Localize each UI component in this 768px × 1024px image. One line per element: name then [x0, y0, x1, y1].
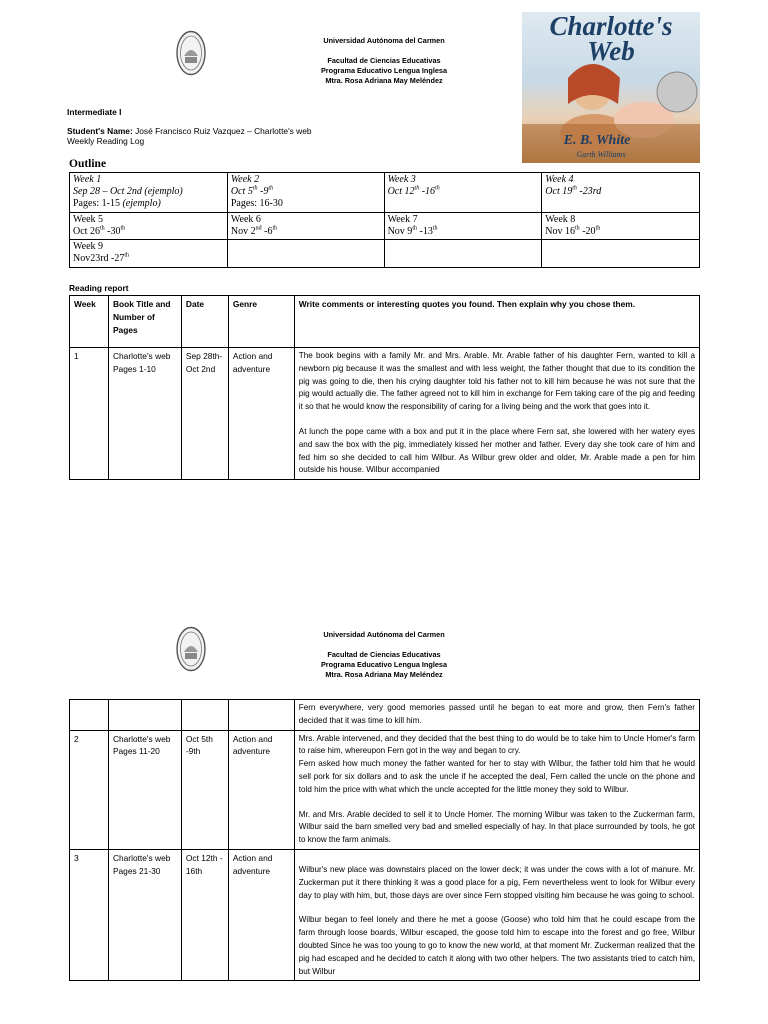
report-header-row	[70, 296, 700, 348]
outline-cell-empty	[384, 240, 542, 268]
row-date: Oct 12th - 16th	[181, 849, 228, 980]
reading-report-table	[69, 295, 700, 480]
col-genre-header: Genre	[228, 296, 294, 348]
faculty-name: Facultad de Ciencias Educativas	[327, 56, 441, 65]
university-seal-icon	[176, 30, 206, 76]
institution-header-page2: Universidad Autónoma del Carmen Facultad de Ciencias Educativas Programa Educativo Lengua Inglesa Mtra. Rosa Adriana May Meléndez	[320, 630, 448, 679]
table-row	[70, 348, 700, 480]
reading-report-table-continued	[69, 699, 700, 981]
outline-cell-week3: Week 3 Oct 12th -16th	[384, 173, 542, 213]
outline-cell-week9: Week 9 Nov23rd -27th	[70, 240, 228, 268]
row-genre: Action and adventure	[228, 849, 294, 980]
outline-cell-week4: Week 4 Oct 19th -23rd	[542, 173, 700, 213]
student-name: José Francisco Ruiz Vazquez – Charlotte's web	[135, 126, 312, 136]
university-seal-icon	[176, 626, 206, 672]
row-genre: Action and adventure	[228, 348, 294, 480]
outline-cell-week8: Week 8 Nov 16th -20th	[542, 213, 700, 240]
outline-cell-week1: Week 1 Sep 28 – Oct 2nd (ejemplo) Pages: 1-15 (ejemplo)	[70, 173, 228, 213]
program-name: Programa Educativo Lengua Inglesa	[320, 66, 448, 75]
table-row	[70, 730, 700, 849]
col-date-header: Date	[181, 296, 228, 348]
university-name: Universidad Autónoma del Carmen	[323, 36, 445, 45]
outline-row	[70, 173, 700, 213]
row-book: Charlotte's web Pages 1-10	[108, 348, 181, 480]
cover-illustrator: Garth Williams	[576, 150, 626, 159]
row-comments-continued: Fern everywhere, very good memories passed until he began to eat more and grow, then Fern's father decided that it was time to kill him.	[294, 700, 699, 731]
outline-table	[69, 172, 700, 268]
log-title: Weekly Reading Log	[67, 136, 145, 146]
row-comments: Wilbur's new place was downstairs placed on the lower deck; it was under the cows with a lot of manure. Mr. Zuckerman put it there thinking it was a good place for a pig, Fern nevertheless went to look for Wilbur every day to play with him, but, those days are over since Fern stopped visiting him because he was going to school. Wilbur began to feel lonely and there he met a goose (Goose) who told him that he could escape from the farm through loose boards, Wilbur escaped, the goose told him to escape into the forest and go free, Wilbur doubted Since he was too young to go to know the new world, at that moment Mr. Zuckerman realized that the pig had escaped and he decided to catch it along with two other helpers. The two assistants tried to catch him, but Wilbur	[294, 849, 699, 980]
col-book-header: Book Title and Number of Pages	[108, 296, 181, 348]
row-week: 2	[70, 730, 109, 849]
table-row	[70, 849, 700, 980]
outline-cell-week7: Week 7 Nov 9th -13th	[384, 213, 542, 240]
book-cover-image	[522, 12, 700, 163]
outline-cell-empty	[542, 240, 700, 268]
reading-report-page2	[69, 699, 701, 1024]
row-comments: Mrs. Arable intervened, and they decided that the best thing to do would be to take him to Uncle Homer's farm to raise him, whereupon Fern got in the way and began to cry. Fern asked how much money the father wanted for her to stay with Wilbur, the father told him that he would sell pork for six dollars and to ask the uncle if he accepted the deal, Fern called the uncle on the phone and told him the price with what which the uncle accepted for the little money they sold to Wilbur. Mr. and Mrs. Arable decided to sell it to Uncle Homer. The morning Wilbur was taken to the Zuckerman farm, Wilbur said the barn smelled very bad and smelled especially of hay. In that place surrounded by tools, he got to know the farm animals.	[294, 730, 699, 849]
student-line	[67, 126, 312, 136]
row-date: Sep 28th- Oct 2nd	[181, 348, 228, 480]
row-book: Charlotte's web Pages 21-30	[108, 849, 181, 980]
outline-cell-week5: Week 5 Oct 26th -30th	[70, 213, 228, 240]
table-row	[70, 700, 700, 731]
row-comments: The book begins with a family Mr. and Mrs. Arable. Mr. Arable father of his daughter Fern, wanted to kill a newborn pig because it was the smallest and with less weight, the father thought that due to its condition the pig was going to die, then his crying daughter told his father not to kill him because he was not sure that the pig would actually die. The father agreed not to kill him in exchange for Fern taking care of the pig and feeding it so that he would know the responsibility of caring for a living being and the work that goes into it. At lunch the pope came with a box and put it in the place where Fern sat, she lowered with her watery eyes and saw the box with the pig, immediately kissed her mother and father. Every day she took care of him and fed him so she decided to call him Wilbur. As Wilbur grew older and older, Mr. Arable made a pen for him outside his house. Wilbur accompanied	[294, 348, 699, 480]
cover-author: E. B. White	[563, 133, 631, 148]
institution-header	[234, 36, 534, 86]
outline-title: Outline	[69, 158, 107, 170]
cover-title: Charlotte's Web	[549, 12, 673, 66]
row-book: Charlotte's web Pages 11-20	[108, 730, 181, 849]
col-comments-header: Write comments or interesting quotes you found. Then explain why you chose them.	[294, 296, 699, 348]
teacher-name: Mtra. Rosa Adriana May Meléndez	[325, 76, 443, 85]
row-genre: Action and adventure	[228, 730, 294, 849]
col-week-header: Week	[70, 296, 109, 348]
outline-cell-week2: Week 2 Oct 5th -9th Pages: 16-30	[227, 173, 384, 213]
outline-row	[70, 213, 700, 240]
reading-report-title: Reading report	[69, 283, 129, 293]
row-week: 3	[70, 849, 109, 980]
outline-cell-week6: Week 6 Nov 2nd -6th	[227, 213, 384, 240]
row-week: 1	[70, 348, 109, 480]
course-level: Intermediate I	[67, 107, 122, 117]
outline-cell-empty	[227, 240, 384, 268]
reading-report-page1	[69, 295, 701, 493]
outline-row	[70, 240, 700, 268]
row-date: Oct 5th -9th	[181, 730, 228, 849]
student-label: Student's Name:	[67, 126, 133, 136]
